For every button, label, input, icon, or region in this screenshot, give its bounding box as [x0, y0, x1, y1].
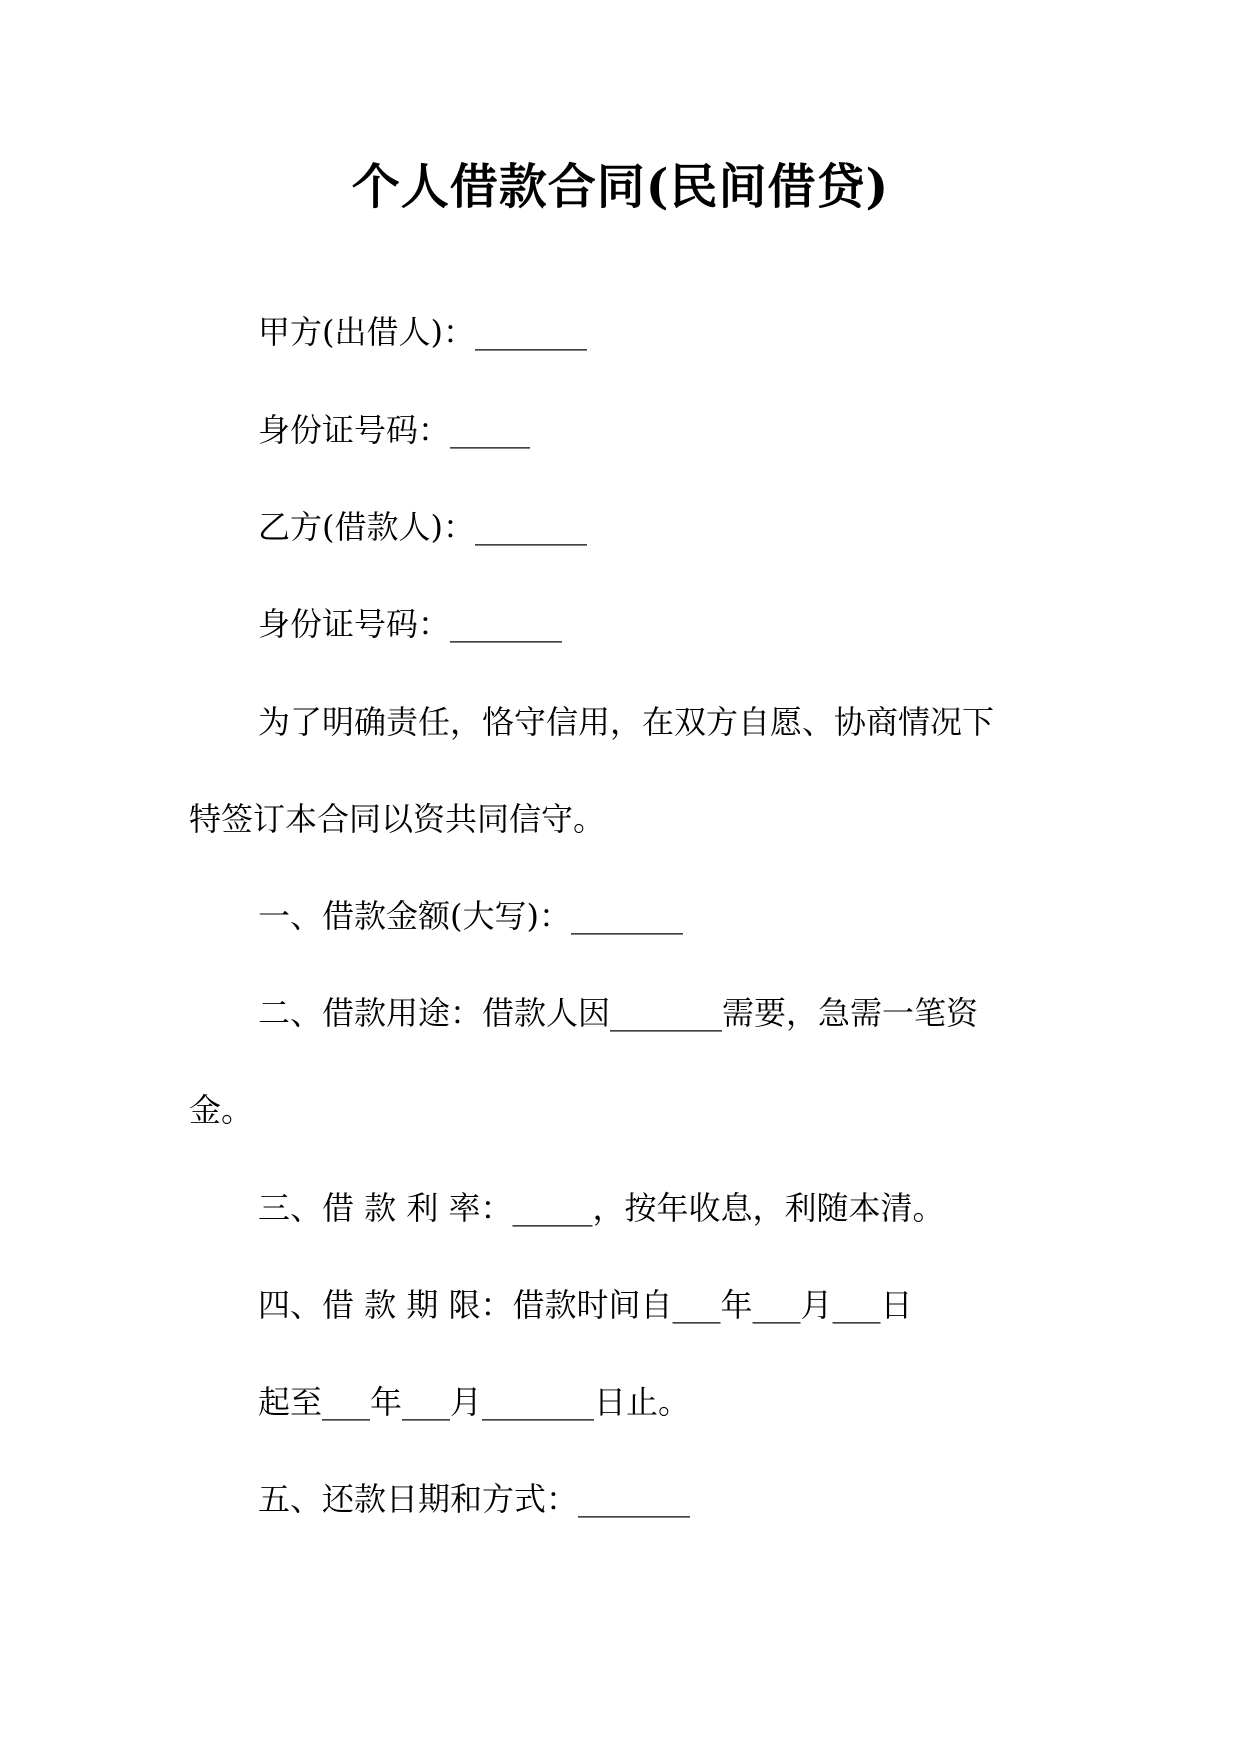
preamble-line-1: 为了明确责任，恪守信用，在双方自愿、协商情况下	[258, 703, 995, 741]
lender-id-line: 身份证号码：_____	[258, 411, 531, 449]
lender-name-line: 甲方(出借人)：_______	[258, 313, 587, 351]
clause-loan-term-line-2: 起至___年___月_______日止。	[258, 1383, 691, 1421]
clause-loan-term-line-1: 四、借 款 期 限：借款时间自___年___月___日	[258, 1286, 913, 1324]
clause-interest-rate: 三、借 款 利 率：_____，按年收息，利随本清。	[258, 1189, 945, 1227]
clause-repayment: 五、还款日期和方式：_______	[258, 1480, 691, 1518]
clause-loan-purpose-line-1: 二、借款用途：借款人因_______需要，急需一笔资	[258, 994, 979, 1032]
borrower-id-line: 身份证号码：_______	[258, 605, 563, 643]
preamble-line-2: 特签订本合同以资共同信守。	[189, 800, 606, 838]
clause-loan-purpose-line-2: 金。	[189, 1091, 254, 1129]
borrower-name-line: 乙方(借款人)：_______	[258, 508, 587, 546]
clause-loan-amount: 一、借款金额(大写)：_______	[258, 897, 683, 935]
document-title: 个人借款合同(民间借贷)	[351, 159, 890, 215]
